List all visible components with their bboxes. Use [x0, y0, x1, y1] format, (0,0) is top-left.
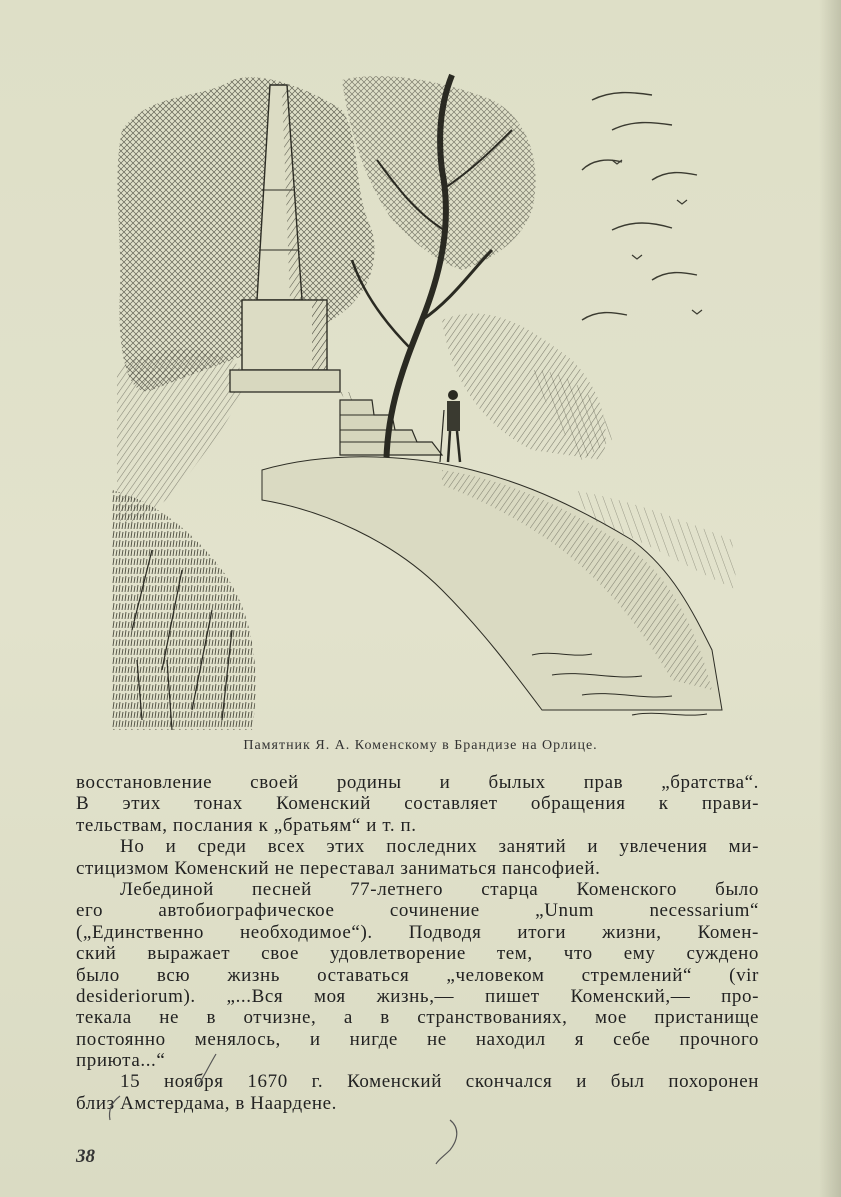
text-line: восстановление своей родины и былых прав „братства“. — [76, 772, 759, 793]
text-line: Лебединой песней 77-летнего старца Коменского было — [120, 878, 759, 900]
text-line: Но и среди всех этих последних занятий и увлечения ми- — [120, 836, 759, 858]
text-line: тельствам, послания к „братьям“ и т. п. — [76, 814, 417, 836]
body-text — [76, 772, 759, 1114]
text-line: В этих тонах Коменский составляет обращения к прави- — [76, 793, 759, 815]
text-line: текала не в отчизне, а в странствованиях, мое пристанище — [76, 1007, 759, 1029]
text-line: приюта...“ — [76, 1050, 166, 1072]
page-edge-shadow — [819, 0, 841, 1197]
text-line: близ Амстердама, в Наардене. — [76, 1092, 337, 1114]
monument-engraving-illustration — [112, 70, 752, 730]
text-line: ский выражает свое удовлетворение тем, что ему суждено — [76, 943, 759, 965]
illustration-caption: Памятник Я. А. Коменскому в Брандизе на Орлице. — [243, 738, 598, 753]
text-line: („Единственно необходимое“). Подводя итоги жизни, Комен- — [76, 921, 759, 943]
text-line: постоянно менялось, и нигде не находил я себе прочного — [76, 1028, 759, 1050]
text-line: его автобиографическое сочинение „Unum necessarium“ — [76, 900, 759, 922]
text-line: 15 ноября 1670 г. Коменский скончался и был похоронен — [120, 1071, 759, 1093]
page-number: 38 — [76, 1146, 95, 1167]
text-line: desideriorum). „...Вся моя жизнь,— пишет Коменский,— про- — [76, 985, 759, 1007]
text-line: стицизмом Коменский не переставал заниматься пансофией. — [76, 857, 601, 879]
text-line: было всю жизнь оставаться „человеком стремлений“ (vir — [76, 964, 759, 986]
